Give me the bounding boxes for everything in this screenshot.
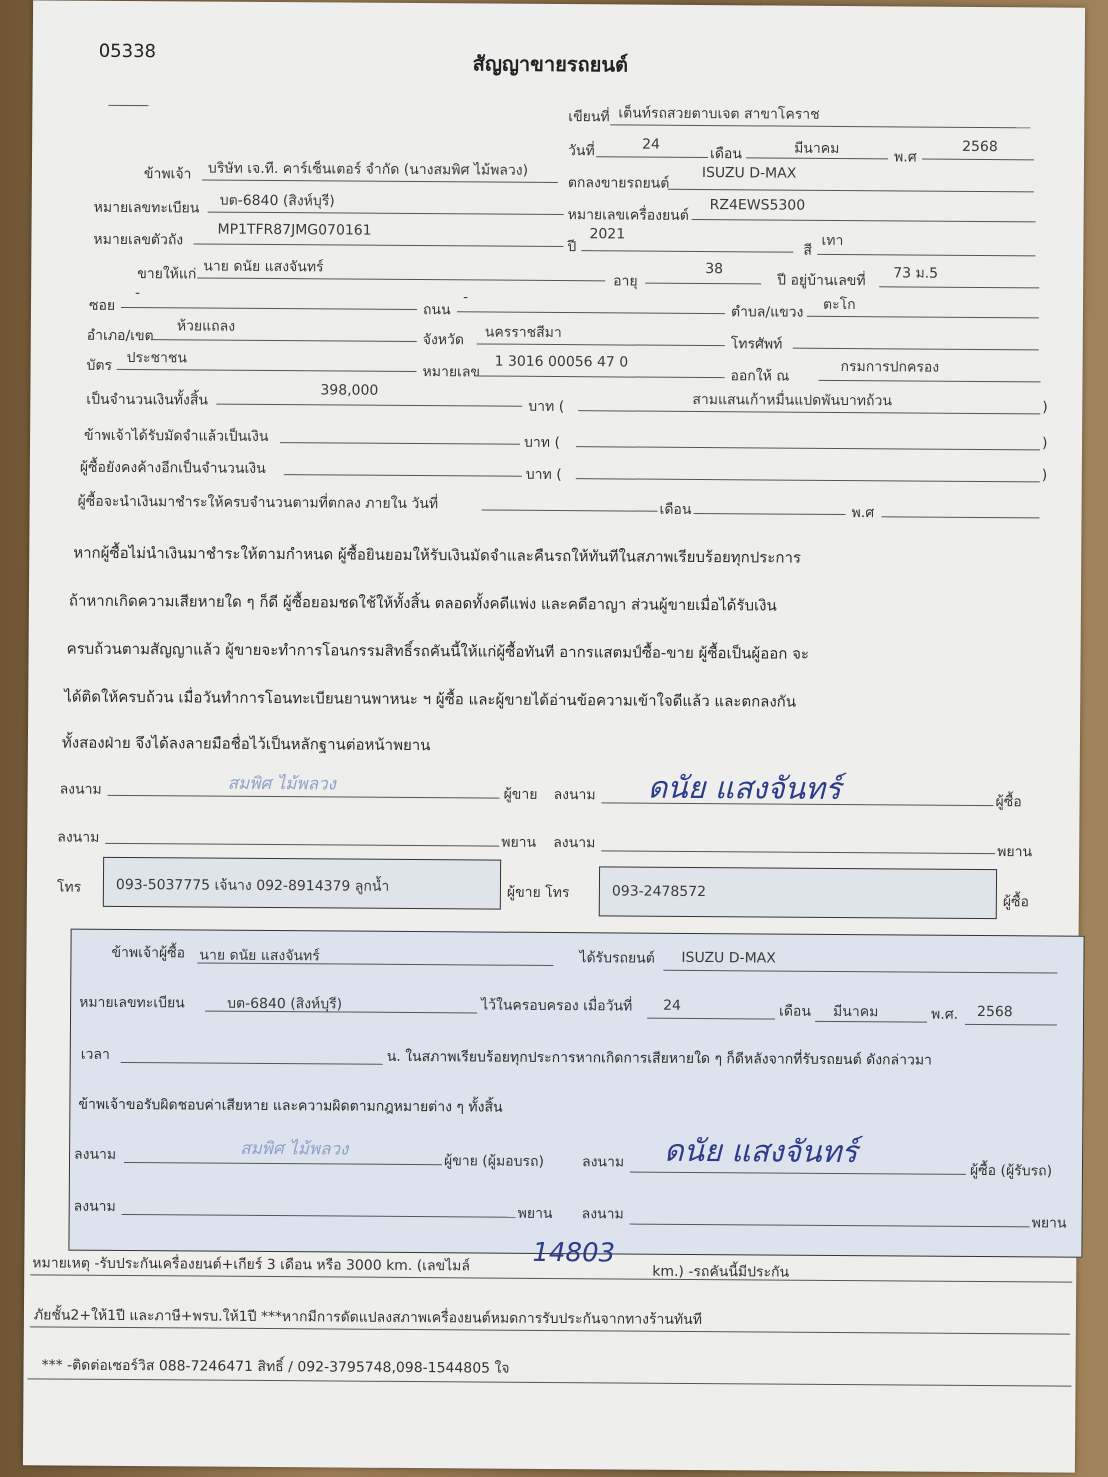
buyer-phone-box (599, 866, 997, 919)
label-number: หมายเลข (422, 364, 481, 381)
label-sold-to: ขายให้แก่ (137, 266, 197, 283)
terms-line-4: ได้ติดให้ครบถ้วน เมื่อวันทำการโอนทะเบียนยานพาหนะ ฯ ผู้ซื้อ และผู้ขายได้อ่านข้อความเข้าใจดีแล้ว และตกลงกัน (64, 687, 797, 711)
note-line-2: ภัยชั้น2+ให้1ปี และภาษี+พรบ.ให้1ปี ***หากมีการดัดแปลงสภาพเครื่องยนต์หมดการรับประกันจากทางร้านทันที (33, 1307, 703, 1329)
value-year: 2568 (962, 138, 998, 156)
value-engine-no: RZ4EWS5300 (709, 197, 806, 214)
buyer-signature: ดนัย แสงจันทร์ (647, 770, 842, 808)
label-color: สี (803, 242, 812, 259)
note-line-1: หมายเหตุ -รับประกันเครื่องยนต์+เกียร์ 3 เดือน หรือ 3000 km. (เลขไมล์ (32, 1255, 471, 1275)
label-issued-by: ออกให้ ณ (730, 368, 790, 385)
value-color: เทา (821, 232, 844, 250)
value-month: มีนาคม (794, 140, 840, 157)
label-day: วันที่ (568, 143, 595, 160)
label-baht: บาท ( (528, 398, 565, 416)
label-sign-seller: ลงนาม (59, 781, 102, 798)
label-phone: โทรศัพท์ (730, 336, 783, 353)
seller-phone-box (103, 857, 501, 910)
label-subdistrict: ตำบล/แขวง (730, 304, 804, 321)
terms-line-2: ถ้าหากเกิดความเสียหายใด ๆ ก็ดี ผู้ซื้อยอมชดใช้ให้ทั้งสิ้น ตลอดทั้งคดีแพ่ง และคดีอาญา ส่วนผู้ขายเมื่อได้รับเงิน (68, 591, 777, 615)
label-soi: ซอย (88, 297, 116, 314)
value-total-words: สามแสนเก้าหมื่นแปดพันบาทถ้วน (692, 391, 893, 410)
seller-signature: สมพิศ ไม้พลวง (227, 773, 336, 795)
note-mileage: 14803 (532, 1237, 616, 1269)
label-district: อำเภอ/เขต (86, 327, 154, 345)
label-age: อายุ (613, 273, 638, 290)
value-subdistrict: ตะโก (822, 296, 856, 314)
value-total-amount: 398,000 (320, 382, 379, 399)
value-id-number: 1 3016 00056 47 0 (494, 353, 629, 371)
label-chassis: หมายเลขตัวถัง (93, 231, 184, 249)
value-year-made: 2021 (589, 226, 626, 243)
contract-paper: 05338 สัญญาขายรถยนต์ เขียนที่ เต็นท์รถสวยตาบเจต สาขาโคราช วันที่ 24 เดือน มีนาคม พ.ศ 2568 ข้าพเจ้า บริษัท เจ.ที. คาร์เซ็นเตอร์ จำกัด (นางสมพิศ ไม้พลวง) ตกลงขายรถยนต์ ISUZU D-MAX หมายเลขทะเบียน บต-6840 (สิงห์บุรี) หมายเลขเครื่องยนต์ RZ4EWS5300 หมายเลขตัวถัง MP1TFR87JMG070161 ปี 2021 สี เทา ขายให้แก่ นาย ดนัย แสงจันทร์ อายุ 38 ปี อยู่บ้านเลขที่ 73 ม.5 ซอย - ถนน - ตำบล/แขวง ตะโก อำเภอ/เขต ห้วยแถลง จังหวัด นครราชสีมา โทรศัพท์ บัตร ประชาชน หมายเลข 1 3016 00056 47 0 ออกให้ ณ กรมการปกครอง เป็นจำนวนเงินทั้งสิ้น 398,000 บาท ( สามแสนเก้าหมื่นแปดพันบาทถ้วน ) ข้าพเจ้าได้รับมัดจำแล้วเป็นเงิน บาท ( ) ผู้ซื้อยังคงค้างอีกเป็นจำนวนเงิน บาท ( ) ผู้ซื้อจะนำเงินมาชำระให้ครบจำนวนตามที่ตกลง ภายใน วันที่ เดือน พ.ศ หากผู้ซื้อไม่นำเงินมาชำระให้ตามกำหนด ผู้ซื้อยินยอมให้รับเงินมัดจำและคืนรถให้ทันทีในสภาพเรียบร้อยทุกประการ ถ้าหากเกิดความเสียหายใด ๆ ก็ดี ผู้ซื้อยอมชดใช้ให้ทั้งสิ้น ตลอดทั้งคดีแพ่ง และคดีอาญา ส่วนผู้ขายเมื่อได้รับเงิน ครบถ้วนตามสัญญาแล้ว ผู้ขายจะทำการโอนกรรมสิทธิ์รถคันนี้ให้แก่ผู้ซื้อทันที อากรแสตมป์ซื้อ-ขาย ผู้ซื้อเป็นผู้ออก จะ ได้ติดให้ครบถ้วน เมื่อวันทำการโอนทะเบียนยานพาหนะ ฯ ผู้ซื้อ และผู้ขายได้อ่านข้อความเข้าใจดีแล้ว และตกลงกัน ทั้งสองฝ่าย จึงได้ลงลายมือชื่อไว้เป็นหลักฐานต่อหน้าพยาน ลงนาม สมพิศ ไม้พลวง ผู้ขาย ลงนาม ดนัย แสงจันทร์ ผู้ซื้อ ลงนาม พยาน ลงนาม พยาน โทร 093-5037775 เจ้นาง 092-8914379 ลูกน้ำ ผู้ขาย โทร 093-2478572 ผู้ซื้อ ข้าพเจ้าผู้ซื้อ นาย ดนัย แสงจันทร์ ได้รับรถยนต์ ISUZU D-MAX หมายเลขทะเบียน บต-6840 (สิงห์บุรี) ไว้ในครอบครอง เมื่อวันที่ 24 เดือน มีนาคม พ.ศ. 2568 เวลา น. ในสภาพเรียบร้อยทุกประการหากเกิดการเสียหายใด ๆ ก็ดีหลังจากที่รับรถยนต์ ดังกล่าวมา ข้าพเจ้าขอรับผิดชอบค่าเสียหาย และความผิดตามกฎหมายต่าง ๆ ทั้งสิ้น ลงนาม สมพิศ ไม้พลวง ผู้ขาย (ผู้มอบรถ) ลงนาม ดนัย แสงจันทร์ ผู้ซื้อ (ผู้รับรถ) ลงนาม พยาน ลงนาม พยาน หมายเหตุ -รับประกันเครื่องยนต์+เกียร์ 3 เดือน หรือ 3000 km. (เลขไมล์ 14803 km.) -รถคันนี้มีประกัน ภัยชั้น2+ให้1ปี และภาษี+พรบ.ให้1ปี ***หากมีการดัดแปลงสภาพเครื่องยนต์หมดการรับประกันจากทางร้านทันที *** -ติดต่อเซอร์วิส 088-7246471 สิทธิ์ / 092-3795748,098-1544805 ใจ (23, 0, 1085, 1472)
value-house-no: 73 ม.5 (893, 265, 939, 282)
value-buyer: นาย ดนัย แสงจันทร์ (203, 258, 324, 276)
label-month: เดือน (710, 146, 742, 163)
value-buyer-phone: 093-2478572 (611, 883, 707, 901)
label-total-amount: เป็นจำนวนเงินทั้งสิ้น (86, 391, 209, 409)
label-year-made: ปี (567, 239, 577, 256)
label-remaining: ผู้ซื้อยังคงค้างอีกเป็นจำนวนเงิน (79, 459, 266, 477)
label-pay-by: ผู้ซื้อจะนำเงินมาชำระให้ครบจำนวนตามที่ตกลง ภายใน วันที่ (77, 493, 439, 513)
value-card-type: ประชาชน (126, 350, 188, 367)
value-seller: บริษัท เจ.ที. คาร์เซ็นเตอร์ จำกัด (นางสมพิศ ไม้พลวง) (207, 160, 529, 179)
value-issued-by: กรมการปกครอง (840, 358, 940, 376)
label-agree-sell: ตกลงขายรถยนต์ (567, 175, 670, 192)
document-number: 05338 (98, 40, 157, 63)
label-road: ถนน (422, 302, 451, 319)
value-car-model: ISUZU D-MAX (701, 165, 797, 182)
terms-line-3: ครบถ้วนตามสัญญาแล้ว ผู้ขายจะทำการโอนกรรมสิทธิ์รถคันนี้ให้แก่ผู้ซื้อทันที อากรแสตมป์ซื้อ-ขาย ผู้ซื้อเป็นผู้ออก จะ (66, 639, 810, 663)
value-soi: - (135, 285, 141, 302)
value-seller-phone: 093-5037775 เจ้นาง 092-8914379 ลูกน้ำ (115, 876, 390, 895)
label-year-be: พ.ศ (893, 149, 917, 166)
value-chassis: MP1TFR87JMG070161 (217, 221, 372, 239)
label-i-am: ข้าพเจ้า (143, 166, 192, 183)
label-plate: หมายเลขทะเบียน (93, 199, 200, 217)
value-province: นครราชสีมา (484, 324, 562, 342)
document-title: สัญญาขายรถยนต์ (472, 51, 629, 77)
label-card: บัตร (86, 357, 113, 374)
terms-line-1: หากผู้ซื้อไม่นำเงินมาชำระให้ตามกำหนด ผู้ซื้อยินยอมให้รับเงินมัดจำและคืนรถให้ทันทีในสภาพเรียบร้อยทุกประการ (73, 543, 802, 567)
label-deposit: ข้าพเจ้าได้รับมัดจำแล้วเป็นเงิน (84, 427, 269, 445)
note-line-3: *** -ติดต่อเซอร์วิส 088-7246471 สิทธิ์ / 092-3795748,098-1544805 ใจ (41, 1357, 510, 1377)
value-age: 38 (705, 261, 724, 278)
value-plate: บต-6840 (สิงห์บุรี) (219, 192, 335, 210)
label-years-address: ปี อยู่บ้านเลขที่ (777, 272, 866, 290)
value-day: 24 (642, 136, 661, 153)
value-road: - (463, 289, 469, 306)
label-sign-witness: ลงนาม (57, 829, 100, 846)
terms-line-5: ทั้งสองฝ่าย จึงได้ลงลายมือชื่อไว้เป็นหลักฐานต่อหน้าพยาน (61, 733, 431, 755)
receipt-section: ข้าพเจ้าผู้ซื้อ นาย ดนัย แสงจันทร์ ได้รับรถยนต์ ISUZU D-MAX หมายเลขทะเบียน บต-6840 (สิงห์บุรี) ไว้ในครอบครอง เมื่อวันที่ 24 เดือน มีนาคม พ.ศ. 2568 เวลา น. ในสภาพเรียบร้อยทุกประการหากเกิดการเสียหายใด ๆ ก็ดีหลังจากที่รับรถยนต์ ดังกล่าวมา ข้าพเจ้าขอรับผิดชอบค่าเสียหาย และความผิดตามกฎหมายต่าง ๆ ทั้งสิ้น ลงนาม สมพิศ ไม้พลวง ผู้ขาย (ผู้มอบรถ) ลงนาม ดนัย แสงจันทร์ ผู้ซื้อ (ผู้รับรถ) ลงนาม พยาน ลงนาม พยาน (68, 929, 1084, 1258)
label-province: จังหวัด (422, 332, 465, 349)
label-engine-no: หมายเลขเครื่องยนต์ (567, 207, 689, 224)
value-written-at: เต็นท์รถสวยตาบเจต สาขาโคราช (618, 105, 820, 123)
label-written-at: เขียนที่ (568, 109, 610, 126)
value-district: ห้วยแถลง (176, 318, 236, 335)
